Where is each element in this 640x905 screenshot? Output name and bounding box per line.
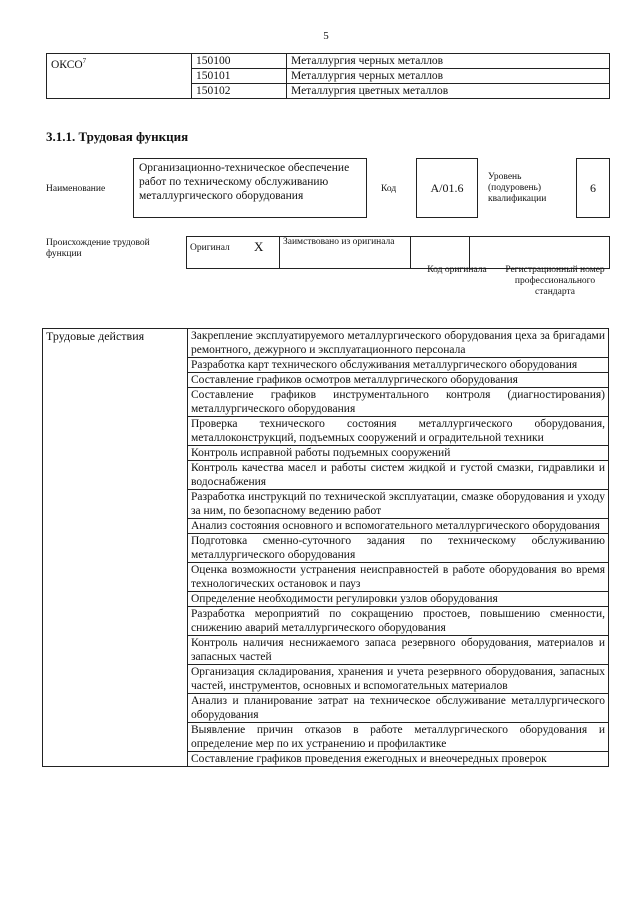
okso-table (46, 53, 610, 99)
labor-actions-label: Трудовые действия (43, 329, 188, 767)
okso-name: Металлургия черных металлов (287, 54, 610, 69)
labor-action-item: Разработка карт технического обслуживания металлургического оборудования (188, 358, 609, 373)
okso-code: 150101 (192, 69, 287, 84)
function-code-box (416, 158, 478, 218)
labor-actions-table (42, 328, 609, 767)
labor-action-item: Закрепление эксплуатируемого металлургического оборудования цеха за бригадами ремонтного, дежурного и эксплуатационного персонала (188, 329, 609, 358)
labor-action-item: Контроль наличия неснижаемого запаса резервного оборудования, материалов и запасных частей (188, 636, 609, 665)
original-cell: Оригинал (187, 237, 252, 269)
labor-actions-body (43, 329, 609, 767)
labor-action-item: Разработка инструкций по технической эксплуатации, смазке оборудования и уходу за ним, по безопасному ведению работ (188, 490, 609, 519)
section-title: 3.1.1. Трудовая функция (46, 129, 189, 144)
labor-action-item: Выявление причин отказов в работе металлургического оборудования и определение мер по их устранению и профилактике (188, 723, 609, 752)
okso-code: 150102 (192, 84, 287, 99)
origin-label: Происхождение трудовой функции (46, 238, 150, 259)
okso-name: Металлургия черных металлов (287, 69, 610, 84)
okso-footnote: 7 (82, 57, 87, 65)
level-box (576, 158, 610, 218)
labor-action-item: Проверка технического состояния металлургического оборудования, металлоконструкций, подъемных сооружений и оградительной техники (188, 417, 609, 446)
labor-action-item: Оценка возможности устранения неисправностей в работе оборудования во время технологических остановок и пауз (188, 563, 609, 592)
labor-action-item: Определение необходимости регулировки узлов оборудования (188, 592, 609, 607)
reg-number-label: Регистрационный номер профессионального стандарта (505, 265, 605, 297)
original-mark: X (251, 237, 280, 269)
page-number: 5 (323, 30, 329, 42)
labor-action-item: Организация складирования, хранения и учета резервного оборудования, запасных частей, инструментов, основных и вспомогательных материалов (188, 665, 609, 694)
okso-code: 150100 (192, 54, 287, 69)
table-row (187, 237, 610, 269)
reg-number-cell (470, 237, 610, 269)
labor-action-item: Анализ и планирование затрат на техническое обслуживание металлургического оборудования (188, 694, 609, 723)
function-name: Организационно-техническое обеспечение работ по техническому обслуживанию металлургического оборудования (139, 162, 350, 202)
name-label: Наименование (46, 184, 106, 194)
labor-action-item: Анализ состояния основного и вспомогательного металлургического оборудования (188, 519, 609, 534)
labor-action-item: Составление графиков проведения ежегодных и внеочередных проверок (188, 752, 609, 767)
borrowed-cell: Заимствовано из оригинала (280, 237, 411, 269)
level-label: Уровень (подуровень) квалификации (488, 172, 547, 204)
table-row (47, 54, 610, 69)
labor-action-item: Контроль качества масел и работы систем жидкой и густой смазки, гидравлики и водоснабжения (188, 461, 609, 490)
labor-action-item: Контроль исправной работы подъемных сооружений (188, 446, 609, 461)
function-name-box (133, 158, 367, 218)
level-value: 6 (590, 180, 596, 195)
table-row (43, 329, 609, 358)
labor-action-item: Составление графиков осмотров металлургического оборудования (188, 373, 609, 388)
okso-label-cell (47, 54, 192, 99)
labor-action-item: Разработка мероприятий по сокращению простоев, повышению сменности, снижению аварий металлургического оборудования (188, 607, 609, 636)
function-code: A/01.6 (430, 180, 464, 195)
okso-label: ОКСО (51, 58, 83, 71)
okso-name: Металлургия цветных металлов (287, 84, 610, 99)
original-code-label: Код оригинала (427, 265, 487, 275)
labor-action-item: Подготовка сменно-суточного задания по техническому обслуживанию металлургического оборудования (188, 534, 609, 563)
code-label: Код (381, 184, 397, 194)
labor-action-item: Составление графиков инструментального контроля (диагностирования) металлургического оборудования (188, 388, 609, 417)
original-code-cell (411, 237, 470, 269)
